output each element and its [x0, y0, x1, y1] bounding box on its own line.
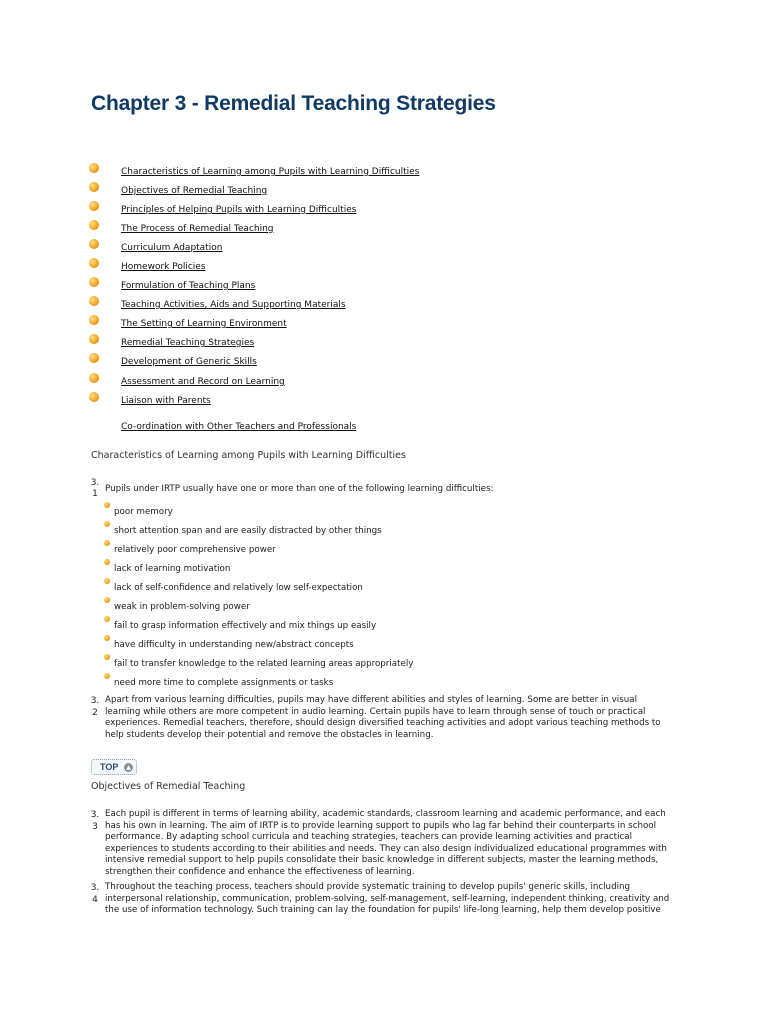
orange-bullet-icon: [89, 163, 99, 173]
orange-bullet-icon: [89, 239, 99, 249]
toc-link[interactable]: Curriculum Adaptation: [121, 243, 223, 253]
paragraph-3-1: Pupils under IRTP usually have one or more than one of the following learning difficulties:: [105, 484, 494, 494]
list-item: [104, 559, 604, 575]
orange-bullet-icon: [104, 559, 110, 565]
up-arrow-icon: ▲: [124, 763, 133, 772]
list-item-text: fail to transfer knowledge to the related learning areas appropriately: [114, 659, 414, 669]
orange-bullet-icon: [89, 201, 99, 211]
paragraph-3-4: Throughout the teaching process, teachers should provide systematic training to develop pupils' generic skills, including interpersonal relationship, communication, problem-solving, self-management, self-learning, independent thinking, creativity and the use of information technology. Such training can lay the foundation for pupils' life-long learning, help them develop positive: [105, 882, 670, 916]
orange-bullet-icon: [89, 277, 99, 287]
orange-bullet-icon: [104, 540, 110, 546]
toc-item[interactable]: [89, 239, 489, 257]
list-item: [104, 521, 604, 537]
list-item-text: lack of learning motivation: [114, 564, 231, 574]
toc-link[interactable]: Formulation of Teaching Plans: [121, 281, 256, 291]
para-number-major: 3.: [90, 810, 100, 820]
paragraph-3-3: Each pupil is different in terms of learning ability, academic standards, classroom learning and academic performance, and each has his own in learning. The aim of IRTP is to provide learning support to pupils who lag far behind their counterparts in school performance. By adapting school curricula and teaching strategies, teachers can provide learning activities and practical experiences to students according to their abilities and needs. They can also design individualized educational programmes with intensive remedial support to help pupils consolidate their basic knowledge in different subjects, master the learning methods, strengthen their confidence and enhance the effectiveness of learning.: [105, 809, 667, 877]
orange-bullet-icon: [89, 392, 99, 402]
para-number-minor: 2: [92, 708, 98, 718]
list-item: [104, 502, 604, 518]
list-item-text: poor memory: [114, 507, 173, 517]
list-item-text: lack of self-confidence and relatively low self-expectation: [114, 583, 363, 593]
list-item: [104, 597, 604, 613]
orange-bullet-icon: [104, 635, 110, 641]
list-item-text: fail to grasp information effectively and mix things up easily: [114, 621, 377, 631]
orange-bullet-icon: [89, 353, 99, 363]
toc-link[interactable]: Teaching Activities, Aids and Supporting Materials: [121, 300, 346, 310]
list-item: [104, 540, 604, 556]
toc-item[interactable]: [89, 373, 489, 391]
toc-link[interactable]: Objectives of Remedial Teaching: [121, 186, 268, 196]
toc-item[interactable]: [89, 353, 489, 371]
toc-item[interactable]: [89, 163, 489, 181]
para-number-major: 3.: [90, 696, 100, 706]
toc-item[interactable]: [89, 392, 489, 410]
toc-link[interactable]: The Setting of Learning Environment: [121, 319, 287, 329]
para-number-minor: 1: [92, 489, 98, 499]
back-to-top-button[interactable]: [91, 759, 137, 775]
orange-bullet-icon: [89, 315, 99, 325]
orange-bullet-icon: [104, 578, 110, 584]
orange-bullet-icon: [104, 597, 110, 603]
paragraph-3-2: Apart from various learning difficulties, pupils may have different abilities and styles of learning. Some are better in visual learning while others are more competent in audio learning. Certain pupils have to learn through sense of touch or practical experiences. Remedial teachers, therefore, should design diversified teaching activities and adopt various teaching methods to help students develop their potential and remove the obstacles in learning.: [105, 695, 661, 740]
orange-bullet-icon: [104, 521, 110, 527]
toc-item[interactable]: [89, 220, 489, 238]
para-number-minor: 4: [92, 895, 98, 905]
list-item-text: have difficulty in understanding new/abstract concepts: [114, 640, 354, 650]
orange-bullet-icon: [89, 373, 99, 383]
para-number-minor: 3: [92, 822, 98, 832]
list-item-text: relatively poor comprehensive power: [114, 545, 276, 555]
toc-link[interactable]: Characteristics of Learning among Pupils with Learning Difficulties: [121, 167, 420, 177]
orange-bullet-icon: [89, 182, 99, 192]
toc-link[interactable]: Development of Generic Skills: [121, 357, 257, 367]
toc-item[interactable]: [89, 334, 489, 352]
section-heading-objectives: Objectives of Remedial Teaching: [91, 781, 246, 792]
list-item-text: short attention span and are easily distracted by other things: [114, 526, 382, 536]
top-label: TOP: [100, 762, 119, 772]
toc-item[interactable]: [89, 201, 489, 219]
orange-bullet-icon: [89, 220, 99, 230]
toc-link[interactable]: Principles of Helping Pupils with Learning Difficulties: [121, 205, 357, 215]
orange-bullet-icon: [104, 616, 110, 622]
section-heading-characteristics: Characteristics of Learning among Pupils with Learning Difficulties: [91, 450, 406, 461]
list-item-text: need more time to complete assignments or tasks: [114, 678, 334, 688]
toc-link[interactable]: Liaison with Parents: [121, 396, 211, 406]
page-title: Chapter 3 - Remedial Teaching Strategies: [91, 92, 496, 115]
list-item: [104, 635, 604, 651]
orange-bullet-icon: [89, 258, 99, 268]
para-number-major: 3.: [90, 883, 100, 893]
toc-item[interactable]: [89, 315, 489, 333]
orange-bullet-icon: [104, 673, 110, 679]
toc-link[interactable]: Homework Policies: [121, 262, 206, 272]
toc-link[interactable]: Assessment and Record on Learning: [121, 377, 285, 387]
toc-link[interactable]: The Process of Remedial Teaching: [121, 224, 274, 234]
toc-item[interactable]: [89, 277, 489, 295]
orange-bullet-icon: [89, 296, 99, 306]
toc-item[interactable]: [89, 258, 489, 276]
toc-item[interactable]: [89, 296, 489, 314]
orange-bullet-icon: [104, 502, 110, 508]
toc-link-coordination[interactable]: Co-ordination with Other Teachers and Professionals: [121, 422, 357, 432]
toc-link[interactable]: Remedial Teaching Strategies: [121, 338, 255, 348]
list-item: [104, 673, 604, 689]
list-item: [104, 654, 604, 670]
orange-bullet-icon: [104, 654, 110, 660]
list-item: [104, 616, 604, 632]
toc-item[interactable]: [89, 182, 489, 200]
para-number-major: 3.: [90, 478, 100, 488]
orange-bullet-icon: [89, 334, 99, 344]
list-item: [104, 578, 604, 594]
list-item-text: weak in problem-solving power: [114, 602, 250, 612]
